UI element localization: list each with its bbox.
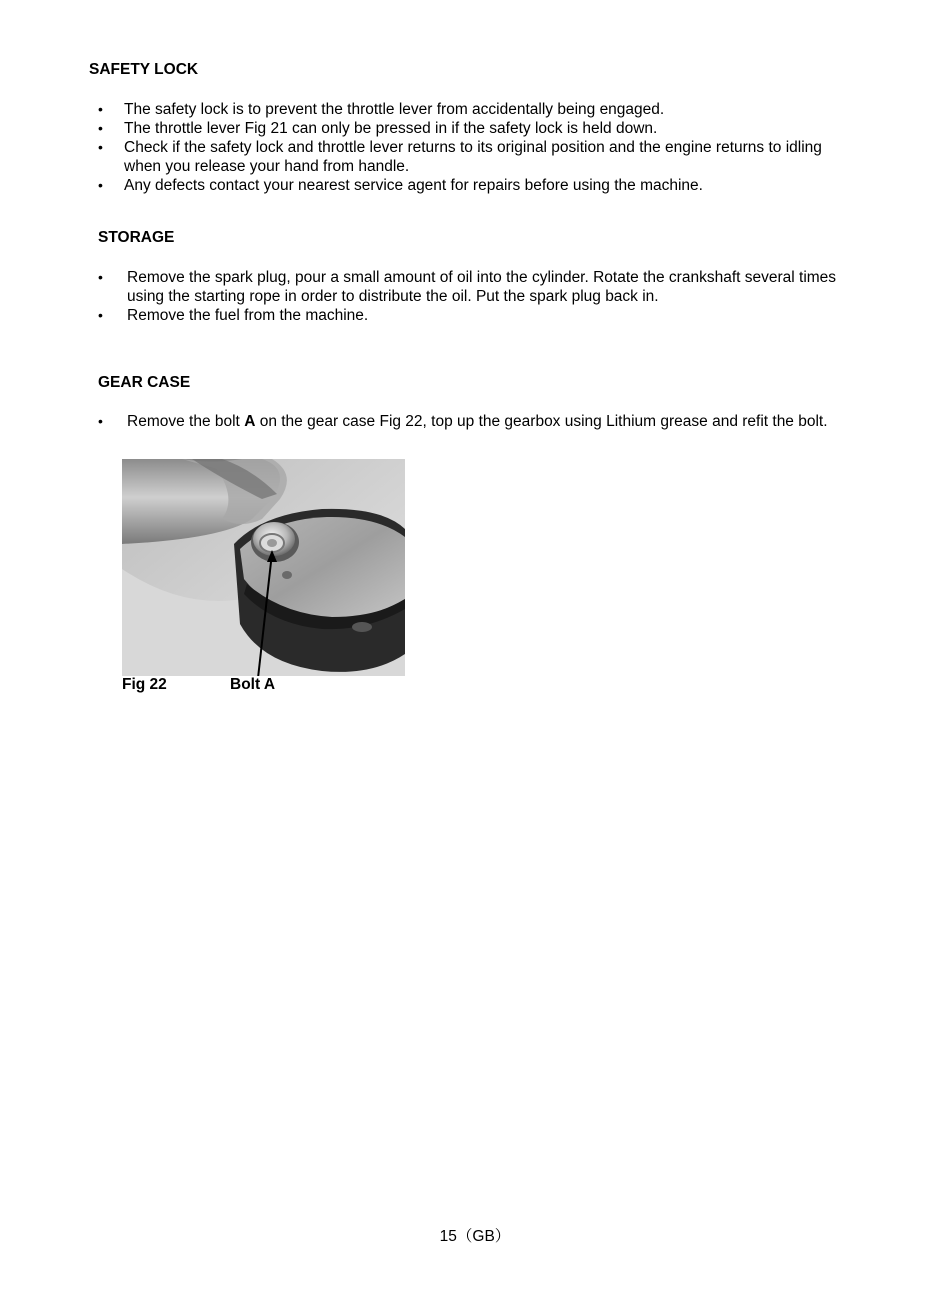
gear-case-list xyxy=(98,412,888,431)
bullet-icon: • xyxy=(98,307,103,323)
list-item xyxy=(98,306,868,325)
list-item xyxy=(98,412,888,431)
list-item-text: The throttle lever Fig 21 can only be pressed in if the safety lock is held down. xyxy=(124,120,658,137)
bullet-icon: • xyxy=(98,413,103,429)
list-item-text-before: Remove the bolt xyxy=(127,413,245,430)
bullet-icon: • xyxy=(98,101,103,117)
list-item-text xyxy=(127,412,888,431)
heading-gear-case: GEAR CASE xyxy=(98,374,191,391)
heading-safety-lock: SAFETY LOCK xyxy=(89,61,199,78)
list-item-text: Remove the spark plug, pour a small amount of oil into the cylinder. Rotate the crankshaft several times using the starting rope in order to distribute the oil. Put the spark plug back in. xyxy=(127,269,837,305)
bullet-icon: • xyxy=(98,269,103,285)
bolt-letter: A xyxy=(244,413,256,430)
list-item xyxy=(98,138,858,176)
bullet-icon: • xyxy=(98,120,103,136)
gear-case-photo xyxy=(122,459,405,676)
list-item xyxy=(98,100,858,119)
list-item-text: Check if the safety lock and throttle lever returns to its original position and the engine returns to idling when you release your hand from handle. xyxy=(124,139,822,175)
figure-caption-fig: Fig 22 xyxy=(122,676,167,693)
list-item xyxy=(98,268,868,306)
bullet-icon: • xyxy=(98,177,103,193)
list-item xyxy=(98,176,858,195)
heading-storage: STORAGE xyxy=(98,229,175,246)
storage-list xyxy=(98,268,868,325)
list-item-text-after: on the gear case Fig 22, top up the gearbox using Lithium grease and refit the bolt. xyxy=(255,413,828,430)
list-item xyxy=(98,119,858,138)
list-item-text: Remove the fuel from the machine. xyxy=(127,307,369,324)
safety-lock-list xyxy=(98,100,858,195)
figure-caption-bolt: Bolt A xyxy=(230,676,276,693)
bullet-icon: • xyxy=(98,139,103,155)
page-number: 15（GB） xyxy=(439,1228,511,1245)
list-item-text: The safety lock is to prevent the throttle lever from accidentally being engaged. xyxy=(124,101,665,118)
list-item-text: Any defects contact your nearest service agent for repairs before using the machine. xyxy=(124,177,703,194)
